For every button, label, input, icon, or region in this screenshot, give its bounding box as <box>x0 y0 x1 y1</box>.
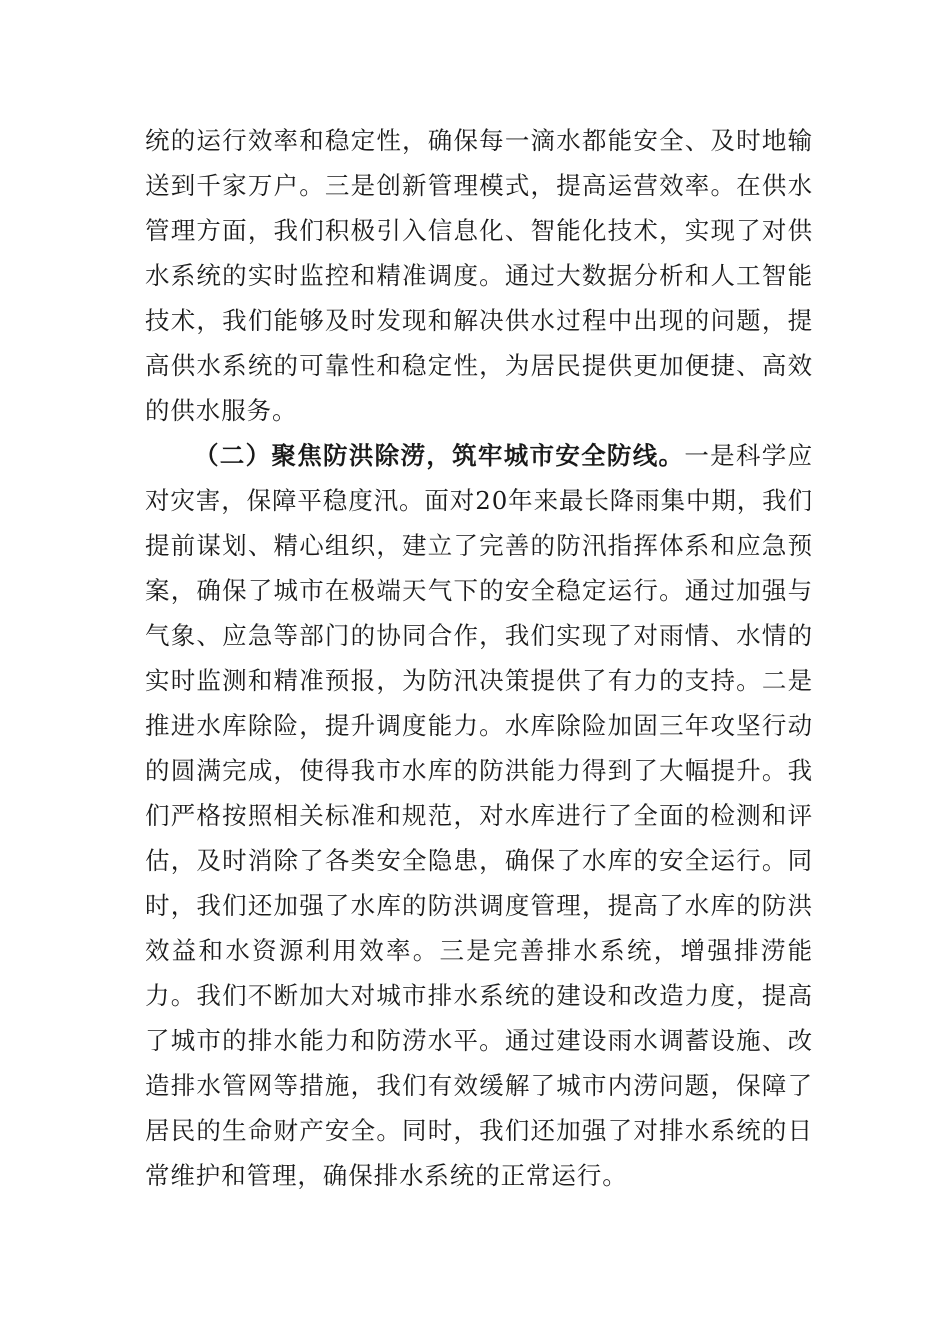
paragraph-text: 统的运行效率和稳定性，确保每一滴水都能安全、及时地输送到千家万户。三是创新管理模式，提高运营效率。在供水管理方面，我们积极引入信息化、智能化技术，实现了对供水系统的实时监控和精准调度。通过大数据分析和人工智能技术，我们能够及时发现和解决供水过程中出现的问题，提高供水系统的可靠性和稳定性，为居民提供更加便捷、高效的供水服务。 <box>145 126 813 425</box>
paragraph-flood-control <box>145 433 813 1198</box>
body-text <box>145 118 813 1198</box>
section-heading: （二）聚焦防洪除涝，筑牢城市安全防线。 <box>194 441 685 470</box>
paragraph-continuation <box>145 118 813 433</box>
paragraph-text: 一是科学应对灾害，保障平稳度汛。面对20年来最长降雨集中期，我们提前谋划、精心组织，建立了完善的防汛指挥体系和应急预案，确保了城市在极端天气下的安全稳定运行。通过加强与气象、应急等部门的协同合作，我们实现了对雨情、水情的实时监测和精准预报，为防汛决策提供了有力的支持。二是推进水库除险，提升调度能力。水库除险加固三年攻坚行动的圆满完成，使得我市水库的防洪能力得到了大幅提升。我们严格按照相关标准和规范，对水库进行了全面的检测和评估，及时消除了各类安全隐患，确保了水库的安全运行。同时，我们还加强了水库的防洪调度管理，提高了水库的防洪效益和水资源利用效率。三是完善排水系统，增强排涝能力。我们不断加大对城市排水系统的建设和改造力度，提高了城市的排水能力和防涝水平。通过建设雨水调蓄设施、改造排水管网等措施，我们有效缓解了城市内涝问题，保障了居民的生命财产安全。同时，我们还加强了对排水系统的日常维护和管理，确保排水系统的正常运行。 <box>145 441 813 1190</box>
